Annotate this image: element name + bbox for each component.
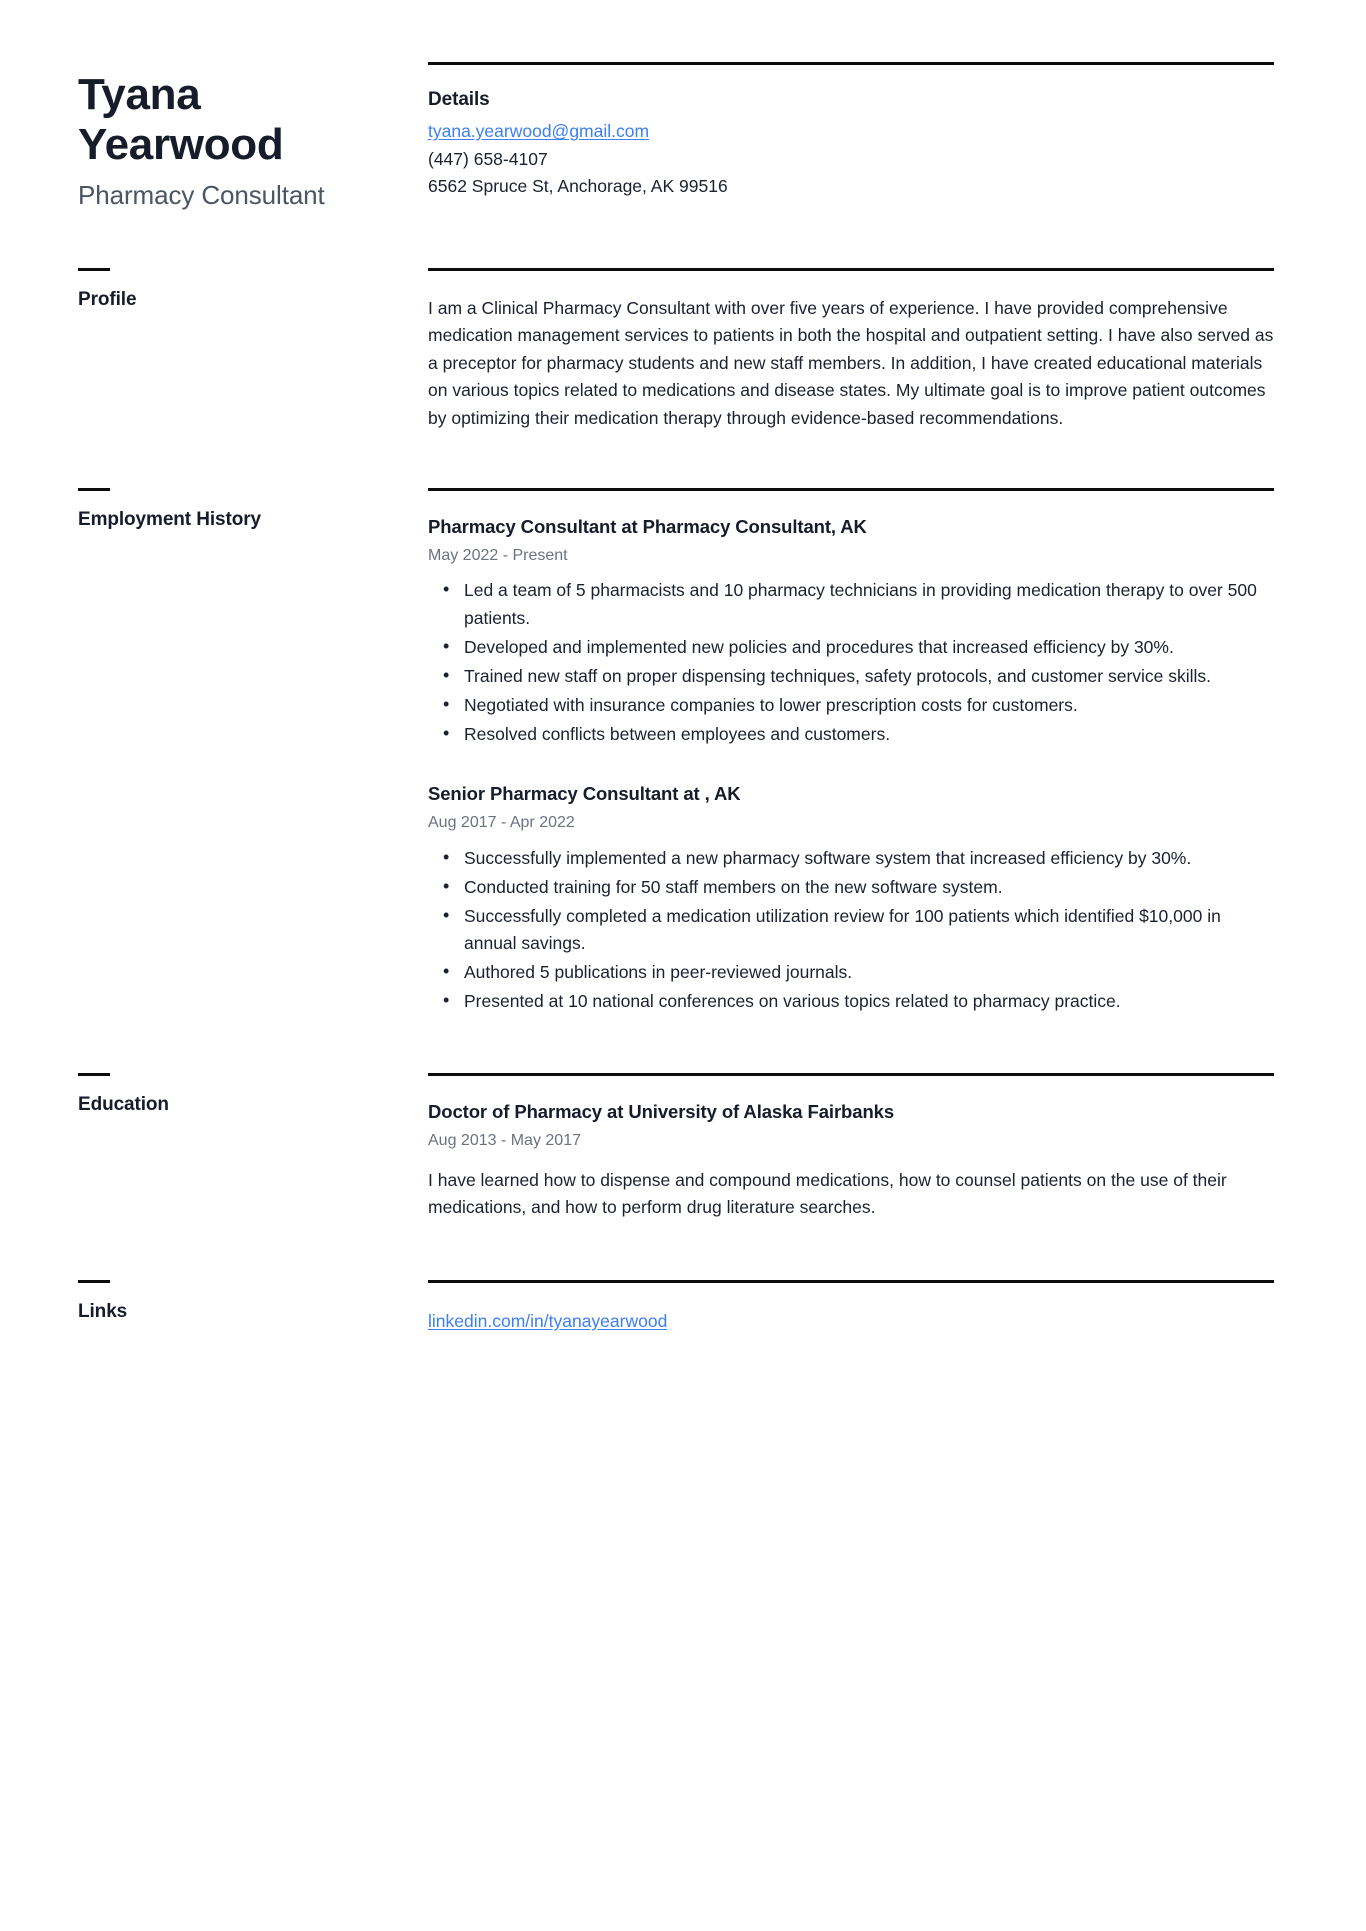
list-item: • Authored 5 publications in peer-reviewed journals. <box>462 959 1274 986</box>
header-section <box>78 62 1274 212</box>
entry-title: Senior Pharmacy Consultant at , AK <box>428 783 741 805</box>
education-label-col <box>78 1073 428 1117</box>
education-entry <box>428 1100 1274 1221</box>
first-name: Tyana <box>78 70 201 119</box>
header-identity <box>78 62 428 212</box>
email-link[interactable]: tyana.yearwood@gmail.com <box>428 121 650 141</box>
employment-entry <box>428 782 1274 1015</box>
employment-section <box>78 488 1274 1017</box>
section-dash-marker <box>78 1280 110 1283</box>
entry-title: Pharmacy Consultant at Pharmacy Consultant, AK <box>428 515 867 537</box>
links-label: Links <box>78 1300 128 1322</box>
section-dash-marker <box>78 1073 110 1076</box>
list-item: • Successfully implemented a new pharmacy software system that increased efficiency by 30%. <box>462 845 1274 872</box>
profile-label-col <box>78 268 428 312</box>
entry-date: Aug 2013 - May 2017 <box>428 1132 581 1150</box>
entry-date: Aug 2017 - Apr 2022 <box>428 814 575 832</box>
profile-section <box>78 268 1274 432</box>
list-item: • Presented at 10 national conferences on various topics related to pharmacy practice. <box>462 988 1274 1015</box>
profile-label: Profile <box>78 288 137 310</box>
entry-title: Doctor of Pharmacy at University of Alaska Fairbanks <box>428 1101 895 1123</box>
list-item: • Trained new staff on proper dispensing techniques, safety protocols, and customer service skills. <box>462 663 1274 690</box>
list-item: • Resolved conflicts between employees and customers. <box>462 721 1274 748</box>
section-divider <box>428 268 1274 271</box>
section-divider <box>428 488 1274 491</box>
section-divider <box>428 1280 1274 1283</box>
profile-content <box>428 268 1274 432</box>
entry-bullet-list <box>428 845 1274 1016</box>
section-dash-marker <box>78 488 110 491</box>
profile-text: I am a Clinical Pharmacy Consultant with over five years of experience. I have provided comprehensive medication management services to patients in both the hospital and outpatient setting. I have also served as a preceptor for pharmacy students and new staff members. In addition, I have created educational materials on various topics related to medications and disease states. My ultimate goal is to improve patient outcomes by optimizing their medication therapy through evidence-based recommendations. <box>428 297 1274 428</box>
detail-phone: (447) 658-4107 <box>428 148 548 169</box>
employment-content <box>428 488 1274 1017</box>
entry-date: May 2022 - Present <box>428 547 568 565</box>
list-item: • Negotiated with insurance companies to lower prescription costs for customers. <box>462 692 1274 719</box>
last-name: Yearwood <box>78 119 284 169</box>
list-item: • Led a team of 5 pharmacists and 10 pharmacy technicians in providing medication therapy to over 500 patients. <box>462 577 1274 631</box>
links-label-col <box>78 1280 428 1324</box>
section-divider <box>428 62 1274 65</box>
list-item: • Developed and implemented new policies and procedures that increased efficiency by 30%. <box>462 634 1274 661</box>
education-label: Education <box>78 1094 169 1116</box>
employment-entry <box>428 515 1274 748</box>
list-item: • Conducted training for 50 staff members on the new software system. <box>462 874 1274 901</box>
page-title <box>78 62 402 169</box>
entry-description: I have learned how to dispense and compound medications, how to counsel patients on the use of their medications, and how to perform drug literature searches. <box>428 1169 1227 1218</box>
section-divider <box>428 1073 1274 1076</box>
job-title: Pharmacy Consultant <box>78 180 325 211</box>
employment-label: Employment History <box>78 508 261 530</box>
entry-bullet-list <box>428 577 1274 748</box>
detail-email-line <box>428 118 1274 146</box>
employment-label-col <box>78 488 428 532</box>
education-content <box>428 1073 1274 1223</box>
details-heading: Details <box>428 89 490 110</box>
links-list <box>428 1307 1274 1335</box>
education-section <box>78 1073 1274 1223</box>
section-dash-marker <box>78 268 110 271</box>
details-section <box>428 62 1274 201</box>
linkedin-link[interactable]: linkedin.com/in/tyanayearwood <box>428 1310 668 1331</box>
links-section <box>78 1280 1274 1335</box>
list-item: • Successfully completed a medication utilization review for 100 patients which identified $10,000 in annual savings. <box>462 903 1274 957</box>
links-content <box>428 1280 1274 1335</box>
detail-address: 6562 Spruce St, Anchorage, AK 99516 <box>428 176 728 197</box>
